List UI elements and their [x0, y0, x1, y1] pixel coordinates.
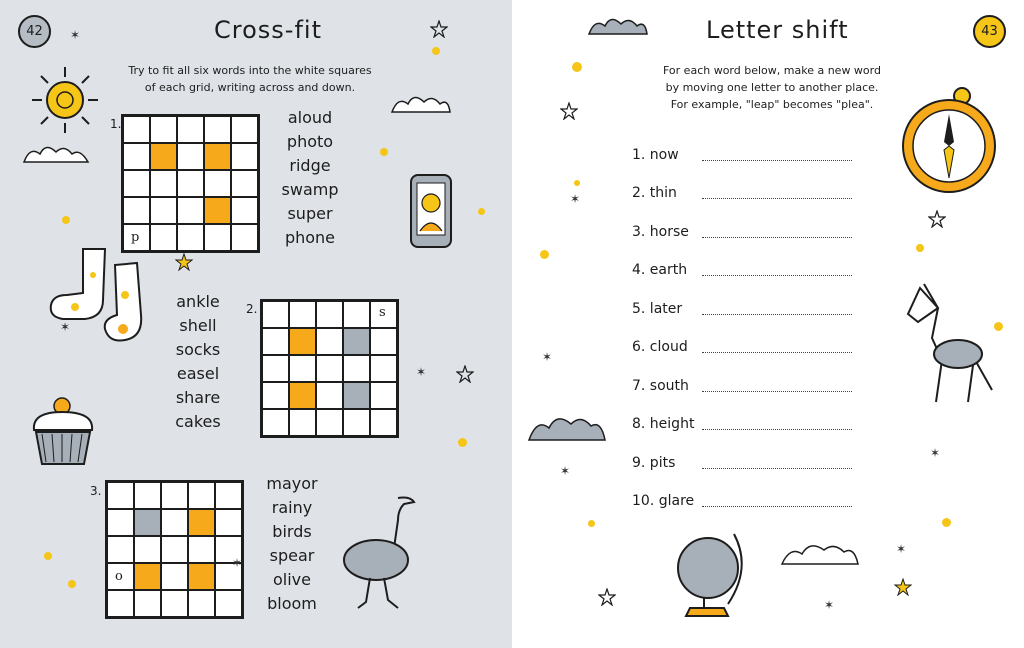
- grid-cell-given-letter: s: [370, 301, 397, 328]
- grid-cell-white[interactable]: [289, 409, 316, 436]
- sparkle-icon: ✶: [542, 350, 553, 364]
- word: olive: [273, 570, 311, 589]
- dot-decoration: [380, 148, 388, 156]
- crossfit-grid-1[interactable]: [121, 114, 260, 253]
- question-word: 6. cloud: [632, 339, 688, 355]
- grid-cell-white[interactable]: [316, 328, 343, 355]
- answer-line[interactable]: [702, 198, 852, 199]
- page-title-left: Cross-fit: [214, 16, 322, 44]
- grid-cell-white[interactable]: [316, 382, 343, 409]
- grid-cell-white[interactable]: [262, 301, 289, 328]
- answer-line[interactable]: [702, 237, 852, 238]
- sparkle-icon: ✶: [60, 320, 71, 334]
- question-word: 8. height: [632, 416, 695, 432]
- dot-decoration: [44, 552, 52, 560]
- dot-decoration: [540, 250, 549, 259]
- answer-line[interactable]: [702, 506, 852, 507]
- word: ridge: [289, 156, 331, 175]
- grid-cell-white[interactable]: [262, 409, 289, 436]
- dot-decoration: [432, 47, 440, 55]
- emu-icon: [336, 490, 416, 620]
- answer-line[interactable]: [702, 429, 852, 430]
- grid-cell-white[interactable]: [343, 409, 370, 436]
- dot-decoration: [572, 62, 582, 72]
- grid-cell-white[interactable]: [188, 482, 215, 509]
- cloud-icon: [587, 14, 649, 36]
- socks-icon: [45, 245, 155, 350]
- word: super: [287, 204, 333, 223]
- grid-cell-white[interactable]: [370, 355, 397, 382]
- grid-cell-white[interactable]: [150, 170, 177, 197]
- sparkle-icon: ✶: [232, 556, 243, 570]
- grid-cell-given-letter: p: [123, 224, 150, 251]
- star-icon: [175, 253, 193, 271]
- grid-cell-white[interactable]: [262, 328, 289, 355]
- word: cakes: [175, 412, 221, 431]
- right-page: [512, 0, 1024, 648]
- grid-cell-shaded: [188, 563, 215, 590]
- instruction-line: of each grid, writing across and down.: [144, 81, 356, 94]
- dot-decoration: [68, 580, 76, 588]
- grid-cell-white[interactable]: [161, 482, 188, 509]
- grid-cell-white[interactable]: [370, 328, 397, 355]
- cloud-icon: [780, 540, 860, 566]
- dot-decoration: [62, 216, 70, 224]
- dot-decoration: [458, 438, 467, 447]
- grid-cell-white[interactable]: [316, 301, 343, 328]
- grid-cell-white[interactable]: [231, 170, 258, 197]
- grid-cell-white[interactable]: [161, 563, 188, 590]
- grid-cell-white[interactable]: [107, 590, 134, 617]
- dot-decoration: [574, 180, 580, 186]
- answer-line[interactable]: [702, 391, 852, 392]
- grid-cell-shaded: [289, 328, 316, 355]
- grid-cell-shaded: [204, 197, 231, 224]
- puzzle-number: 2.: [246, 302, 258, 316]
- word: ankle: [176, 292, 220, 311]
- grid-cell-white[interactable]: [204, 116, 231, 143]
- word: shell: [179, 316, 217, 335]
- grid-cell-shaded: [134, 509, 161, 536]
- star-icon: [560, 102, 578, 120]
- star-icon: [456, 365, 474, 383]
- answer-line[interactable]: [702, 468, 852, 469]
- page-number-right: 43: [973, 15, 1006, 48]
- page-number-left: 42: [18, 15, 51, 48]
- grid-cell-white[interactable]: [161, 509, 188, 536]
- grid-cell-white[interactable]: [215, 509, 242, 536]
- answer-line[interactable]: [702, 160, 852, 161]
- question-word: 9. pits: [632, 455, 676, 471]
- grid-cell-shaded: [150, 143, 177, 170]
- word: easel: [176, 364, 220, 383]
- word: mayor: [266, 474, 318, 493]
- grid-cell-shaded: [343, 382, 370, 409]
- grid-cell-shaded: [188, 509, 215, 536]
- grid-cell-white[interactable]: [316, 355, 343, 382]
- grid-cell-white[interactable]: [177, 143, 204, 170]
- grid-cell-shaded: [204, 143, 231, 170]
- word: bloom: [267, 594, 317, 613]
- grid-cell-white[interactable]: [215, 590, 242, 617]
- grid-cell-white[interactable]: [161, 536, 188, 563]
- question-word: 5. later: [632, 301, 683, 317]
- instruction-line: by moving one letter to another place.: [665, 81, 879, 94]
- word: birds: [272, 522, 312, 541]
- crossfit-grid-3[interactable]: [105, 480, 244, 619]
- grid-cell-white[interactable]: [161, 590, 188, 617]
- question-word: 2. thin: [632, 185, 677, 201]
- sparkle-icon: ✶: [930, 446, 941, 460]
- cupcake-icon: [28, 390, 100, 468]
- instructions-right: [632, 62, 912, 113]
- answer-line[interactable]: [702, 275, 852, 276]
- sparkle-icon: ✶: [570, 192, 581, 206]
- puzzle-number: 3.: [90, 484, 102, 498]
- grid-cell-white[interactable]: [123, 116, 150, 143]
- grid-cell-white[interactable]: [204, 224, 231, 251]
- question-word: 10. glare: [632, 493, 695, 509]
- horse-icon: [902, 278, 1002, 408]
- grid-cell-shaded: [343, 328, 370, 355]
- grid-cell-white[interactable]: [215, 482, 242, 509]
- grid-cell-white[interactable]: [370, 409, 397, 436]
- grid-cell-white[interactable]: [262, 382, 289, 409]
- grid-cell-white[interactable]: [123, 197, 150, 224]
- puzzle-number: 1.: [110, 117, 122, 131]
- grid-cell-white[interactable]: [150, 116, 177, 143]
- sparkle-icon: ✶: [416, 365, 427, 379]
- phone-selfie-icon: [408, 165, 458, 250]
- grid-cell-white[interactable]: [134, 536, 161, 563]
- crossfit-grid-2[interactable]: [260, 299, 399, 438]
- star-icon: [598, 588, 616, 606]
- sparkle-icon: ✶: [70, 28, 81, 42]
- grid-cell-white[interactable]: [123, 170, 150, 197]
- word: socks: [175, 340, 221, 359]
- question-word: 4. earth: [632, 262, 688, 278]
- grid-cell-shaded: [134, 563, 161, 590]
- grid-cell-white[interactable]: [231, 197, 258, 224]
- word-list-3: [262, 472, 322, 616]
- question-word: 1. now: [632, 147, 679, 163]
- grid-cell-white[interactable]: [123, 143, 150, 170]
- dot-decoration: [478, 208, 485, 215]
- answer-line[interactable]: [702, 314, 852, 315]
- grid-cell-white[interactable]: [107, 536, 134, 563]
- sparkle-icon: ✶: [896, 542, 907, 556]
- grid-cell-white[interactable]: [231, 116, 258, 143]
- dot-decoration: [994, 322, 1003, 331]
- grid-cell-white[interactable]: [316, 409, 343, 436]
- instructions-left: [100, 62, 400, 96]
- grid-cell-white[interactable]: [289, 355, 316, 382]
- grid-cell-white[interactable]: [204, 170, 231, 197]
- grid-cell-given-letter: o: [107, 563, 134, 590]
- grid-cell-white[interactable]: [177, 197, 204, 224]
- word-list-1: [280, 106, 340, 250]
- cloud-icon: [527, 412, 607, 442]
- grid-cell-white[interactable]: [177, 116, 204, 143]
- grid-cell-white[interactable]: [177, 224, 204, 251]
- cloud-icon: [22, 142, 92, 166]
- grid-cell-white[interactable]: [370, 382, 397, 409]
- dot-decoration: [588, 520, 595, 527]
- grid-cell-white[interactable]: [231, 143, 258, 170]
- grid-cell-white[interactable]: [262, 355, 289, 382]
- sparkle-icon: ✶: [560, 464, 571, 478]
- question-word: 7. south: [632, 378, 689, 394]
- grid-cell-white[interactable]: [188, 590, 215, 617]
- sun-icon: [30, 65, 100, 135]
- word: rainy: [271, 498, 313, 517]
- star-icon: [894, 578, 912, 596]
- grid-cell-white[interactable]: [150, 197, 177, 224]
- grid-cell-white[interactable]: [107, 482, 134, 509]
- word: aloud: [287, 108, 333, 127]
- grid-cell-white[interactable]: [231, 224, 258, 251]
- grid-cell-white[interactable]: [177, 170, 204, 197]
- grid-cell-white[interactable]: [343, 301, 370, 328]
- cloud-icon: [390, 92, 452, 116]
- sparkle-icon: ✶: [824, 598, 835, 612]
- word-list-2: [168, 290, 228, 434]
- instruction-line: For example, "leap" becomes "plea".: [670, 98, 874, 111]
- question-word: 3. horse: [632, 224, 689, 240]
- star-icon: [928, 210, 946, 228]
- globe-icon: [668, 524, 748, 620]
- word: photo: [286, 132, 334, 151]
- answer-line[interactable]: [702, 352, 852, 353]
- dot-decoration: [942, 518, 951, 527]
- grid-cell-white[interactable]: [188, 536, 215, 563]
- word: spear: [269, 546, 315, 565]
- word: share: [175, 388, 221, 407]
- grid-cell-shaded: [289, 382, 316, 409]
- grid-cell-white[interactable]: [134, 482, 161, 509]
- dot-decoration: [916, 244, 924, 252]
- compass-icon: [894, 80, 1004, 195]
- instruction-line: For each word below, make a new word: [663, 64, 881, 77]
- grid-cell-white[interactable]: [107, 509, 134, 536]
- grid-cell-white[interactable]: [289, 301, 316, 328]
- word: swamp: [281, 180, 339, 199]
- instruction-line: Try to fit all six words into the white squares: [128, 64, 372, 77]
- word: phone: [284, 228, 336, 247]
- star-icon: [430, 20, 448, 38]
- grid-cell-white[interactable]: [343, 355, 370, 382]
- grid-cell-white[interactable]: [134, 590, 161, 617]
- page-title-right: Letter shift: [706, 16, 849, 44]
